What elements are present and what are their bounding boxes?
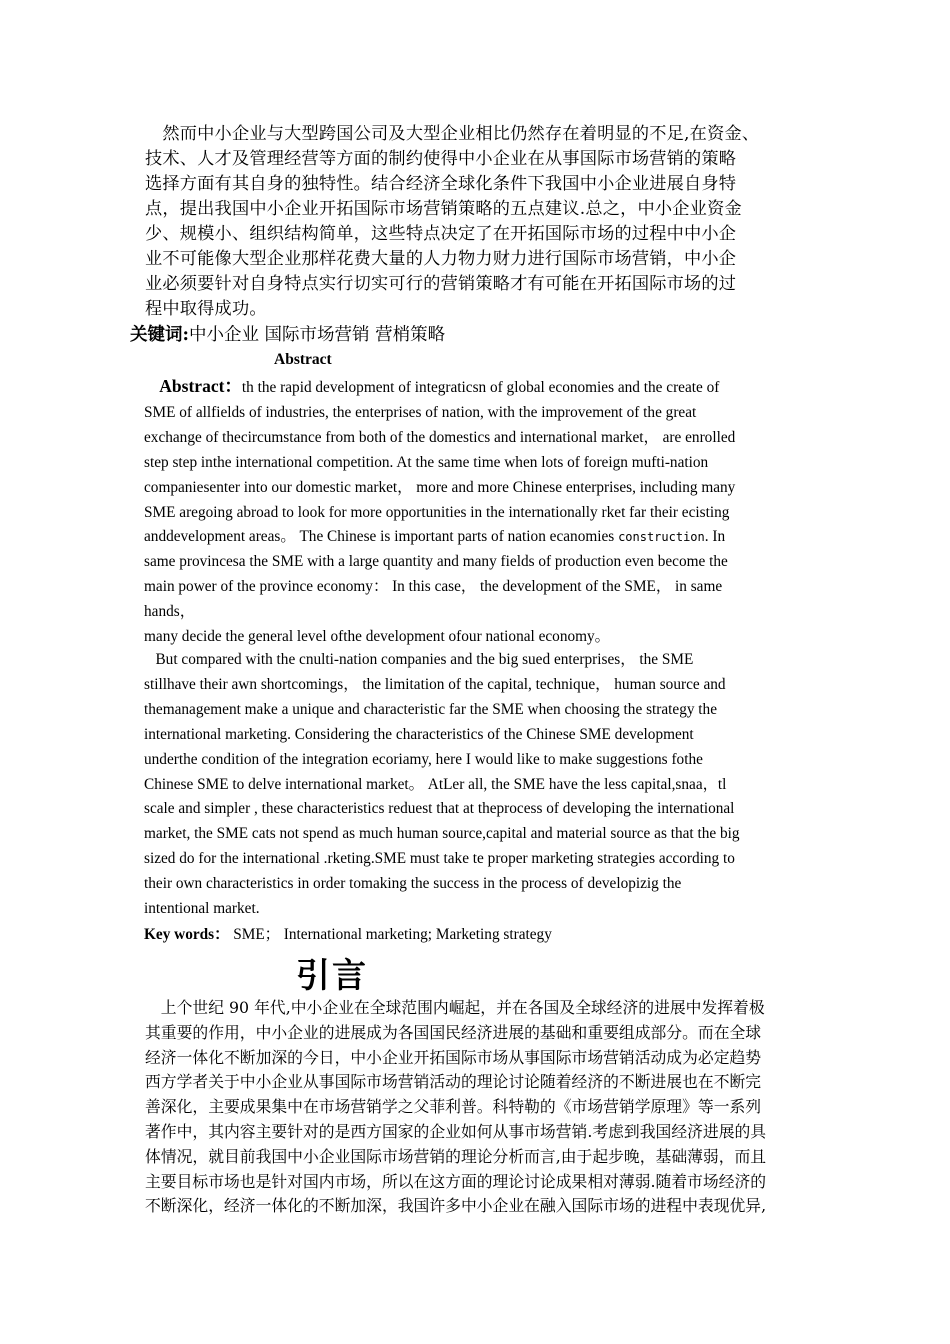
zh-line-1: 然而中小企业与大型跨国公司及大型企业相比仍然存在着明显的不足,在资金、: [145, 124, 760, 144]
abstract2-line-5: underthe condition of the integration ecoriamy, here I would like to make suggestions fothe: [144, 750, 703, 768]
abstract-line-4: step step inthe international competition. At the same time when lots of foreign mufti-nation: [144, 453, 709, 471]
intro-line-9: 不断深化，经济一体化的不断加深，我国许多中小企业在融入国际市场的进程中表现优异,: [145, 1196, 767, 1216]
intro-line-1: 上个世纪 90 年代,中小企业在全球范围内崛起，并在各国及全球经济的进展中发挥着极: [145, 998, 765, 1017]
abstract2-line-9: sized do for the international .rketing.SME must take te proper marketing strategies according to: [144, 850, 735, 868]
intro-line-3: 经济一体化不断加深的今日，中小企业开拓国际市场从事国际市场营销活动成为必定趋势: [145, 1047, 762, 1067]
abstract2-line-10: their own characteristics in order tomaking the success in the process of developizig the: [144, 875, 682, 893]
abstract-line-10: hands，: [144, 603, 195, 621]
abstract2-line-2: stillhave their awn shortcomings， the limitation of the capital, technique， human source and: [144, 675, 726, 693]
zh-line-6: 业不可能像大型企业那样花费大量的人力物力财力进行国际市场营销，中小企: [145, 249, 737, 269]
abstract-line-3: exchange of thecircumstance from both of the domestics and international market， are enrolled: [144, 428, 736, 446]
abstract2-line-4: international marketing. Considering the characteristics of the Chinese SME development: [144, 725, 694, 743]
intro-line-8: 主要目标市场也是针对国内市场，所以在这方面的理论讨论成果相对薄弱.随着市场经济的: [145, 1171, 767, 1191]
abstract-line-7-mono: construction: [618, 530, 705, 545]
intro-line-5: 善深化，主要成果集中在市场营销学之父菲利普。科特勒的《市场营销学原理》等一系列: [145, 1097, 762, 1117]
abstract-line-7: [144, 525, 814, 550]
chinese-keywords: [130, 322, 445, 348]
abstract-line-9: main power of the province economy： In this case， the development of the SME， in same: [144, 578, 723, 596]
abstract-line-11: many decide the general level ofthe development ofour national economy。: [144, 628, 610, 646]
chinese-summary-paragraph: [145, 122, 815, 322]
abstract-line-2: SME of allfields of industries, the enterprises of nation, with the improvement of the great: [144, 403, 697, 421]
abstract-line-7-a: anddevelopment areas。 The Chinese is important parts of nation ecanomies: [144, 528, 619, 546]
abstract2-line-6: Chinese SME to delve international market。 AtLer all, the SME have the less capital,snaa，tl: [144, 775, 727, 793]
chinese-keywords-label: 关键词:: [130, 325, 189, 345]
zh-line-7: 业必须要针对自身特点实行切实可行的营销策略才有可能在开拓国际市场的过: [145, 274, 737, 294]
chinese-keywords-text: 中小企业 国际市场营销 营梢策略: [188, 325, 446, 345]
abstract2-line-3: themanagement make a unique and characteristic far the SME when choosing the strategy the: [144, 700, 717, 718]
introduction-paragraph: [145, 996, 815, 1219]
abstract-title: Abstract: [274, 351, 332, 368]
section-heading-introduction: 引言: [296, 956, 368, 996]
abstract-line-8: same provincesa the SME with a large quantity and many fields of production even become the: [144, 553, 728, 571]
abstract-label: Abstract：: [159, 376, 242, 396]
zh-line-3: 选择方面有其自身的独特性。结合经济全球化条件下我国中小企业进展自身特: [145, 174, 737, 194]
intro-line-7: 体情况，就目前我国中小企业国际市场营销的理论分析而言,由于起步晚，基础薄弱，而且: [145, 1146, 767, 1166]
abstract-line-1-text: th the rapid development of integraticsn of global economies and the create of: [241, 379, 720, 396]
abstract-line-1: [144, 374, 814, 401]
zh-line-2: 技术、人才及管理经营等方面的制约使得中小企业在从事国际市场营销的策略: [145, 149, 737, 169]
abstract-line-5: companiesenter into our domestic market， more and more Chinese enterprises, including many: [144, 478, 736, 496]
english-keywords: [144, 922, 552, 947]
abstract2-line-1: But compared with the cnulti-nation companies and the big sued enterprises， the SME: [144, 651, 694, 668]
zh-line-5: 少、规模小、组织结构简单，这些特点决定了在开拓国际市场的过程中中小企: [145, 224, 737, 244]
abstract2-line-11: intentional market.: [144, 900, 260, 918]
english-keywords-text: SME； International marketing; Marketing strategy: [229, 926, 552, 943]
abstract2-line-7: scale and simpler , these characteristics reduest that at theprocess of developing the international: [144, 800, 735, 818]
abstract-line-6: SME aregoing abroad to look for more opportunities in the internationally rket far their ecisting: [144, 503, 730, 521]
abstract-line-7-b: . In: [704, 528, 726, 546]
zh-line-8: 程中取得成功。: [145, 299, 267, 319]
english-keywords-label: Key words：: [144, 926, 230, 943]
intro-line-4: 西方学者关于中小企业从事国际市场营销活动的理论讨论随着经济的不断进展也在不断完: [145, 1072, 762, 1092]
abstract-paragraph-2: [144, 648, 814, 922]
abstract2-line-8: market, the SME cats not spend as much human source,capital and material source as that the big: [144, 825, 740, 843]
intro-line-6: 著作中，其内容主要针对的是西方国家的企业如何从事市场营销.考虑到我国经济进展的具: [145, 1121, 767, 1141]
zh-line-4: 点，提出我国中小企业开拓国际市场营销策略的五点建议.总之，中小企业资金: [145, 199, 742, 219]
abstract-paragraph-1: [144, 374, 814, 650]
intro-line-2: 其重要的作用，中小企业的进展成为各国国民经济进展的基础和重要组成部分。而在全球: [145, 1022, 762, 1042]
